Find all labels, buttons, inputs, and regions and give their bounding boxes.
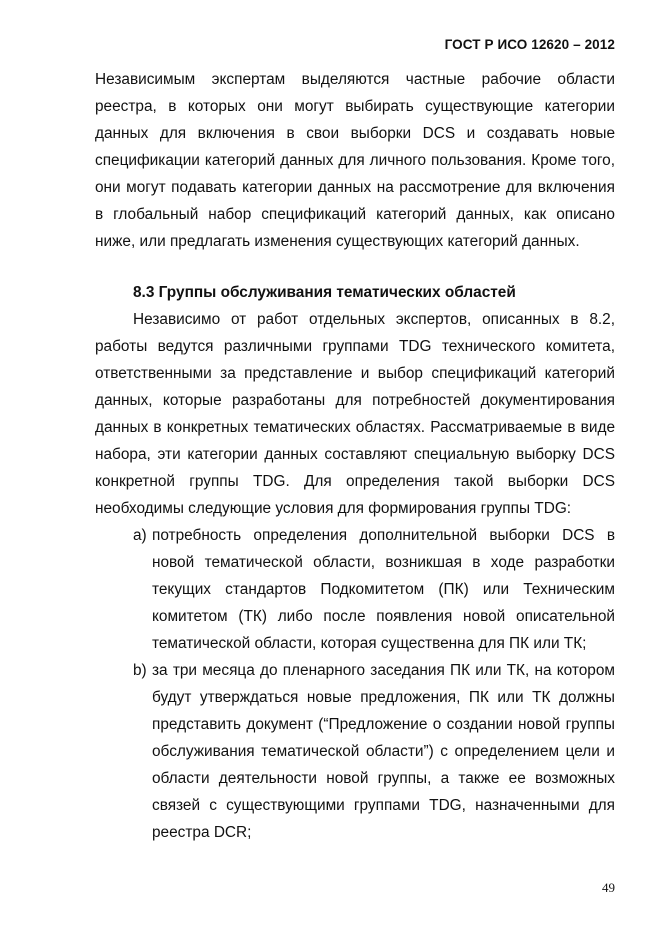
list-item xyxy=(95,522,615,657)
paragraph-experts: Независимым экспертам выделяются частные рабочие области реестра, в которых они могут выбирать существующие категории данных для включения в свои выборки DCS и создавать новые спецификации категорий данных для личного пользования. Кроме того, они могут подавать категории данных на рассмотрение для включения в глобальный набор спецификаций категорий данных, как описано ниже, или предлагать изменения существующих категорий данных. xyxy=(95,71,615,250)
list-item-text: потребность определения дополнительной выборки DCS в новой тематической области, возникшая в ходе разработки текущих стандартов Подкомитетом (ПК) или Техническим комитетом (ТК) либо после появления новой описательной тематической области, которая существенна для ПК или ТК; xyxy=(152,527,615,652)
page-number: 49 xyxy=(602,880,615,895)
list-item-marker: a) xyxy=(133,527,147,544)
list-item-text: за три месяца до пленарного заседания ПК или ТК, на котором будут утверждаться новые предложения, ПК или ТК должны представить документ (“Предложение о создании новой группы обслуживания тематической области”) с определением цели и области деятельности новой группы, а также ее возможных связей с существующими группами TDG, назначенными для реестра DCR; xyxy=(152,662,615,841)
page-content xyxy=(95,66,615,846)
list-item-marker: b) xyxy=(133,662,147,679)
document-header: ГОСТ Р ИСО 12620 – 2012 xyxy=(444,37,615,52)
section-heading: 8.3 Группы обслуживания тематических областей xyxy=(133,284,516,301)
paragraph-tdg: Независимо от работ отдельных экспертов, описанных в 8.2, работы ведутся различными группами TDG технического комитета, ответственными за представление и выбор спецификаций категорий данных, которые разработаны для потребностей документирования данных в конкретных тематических областях. Рассматриваемые в виде набора, эти категории данных составляют специальную выборку DCS конкретной группы TDG. Для определения такой выборки DCS необходимы следующие условия для формирования группы TDG: xyxy=(95,311,615,517)
list-item xyxy=(95,657,615,846)
